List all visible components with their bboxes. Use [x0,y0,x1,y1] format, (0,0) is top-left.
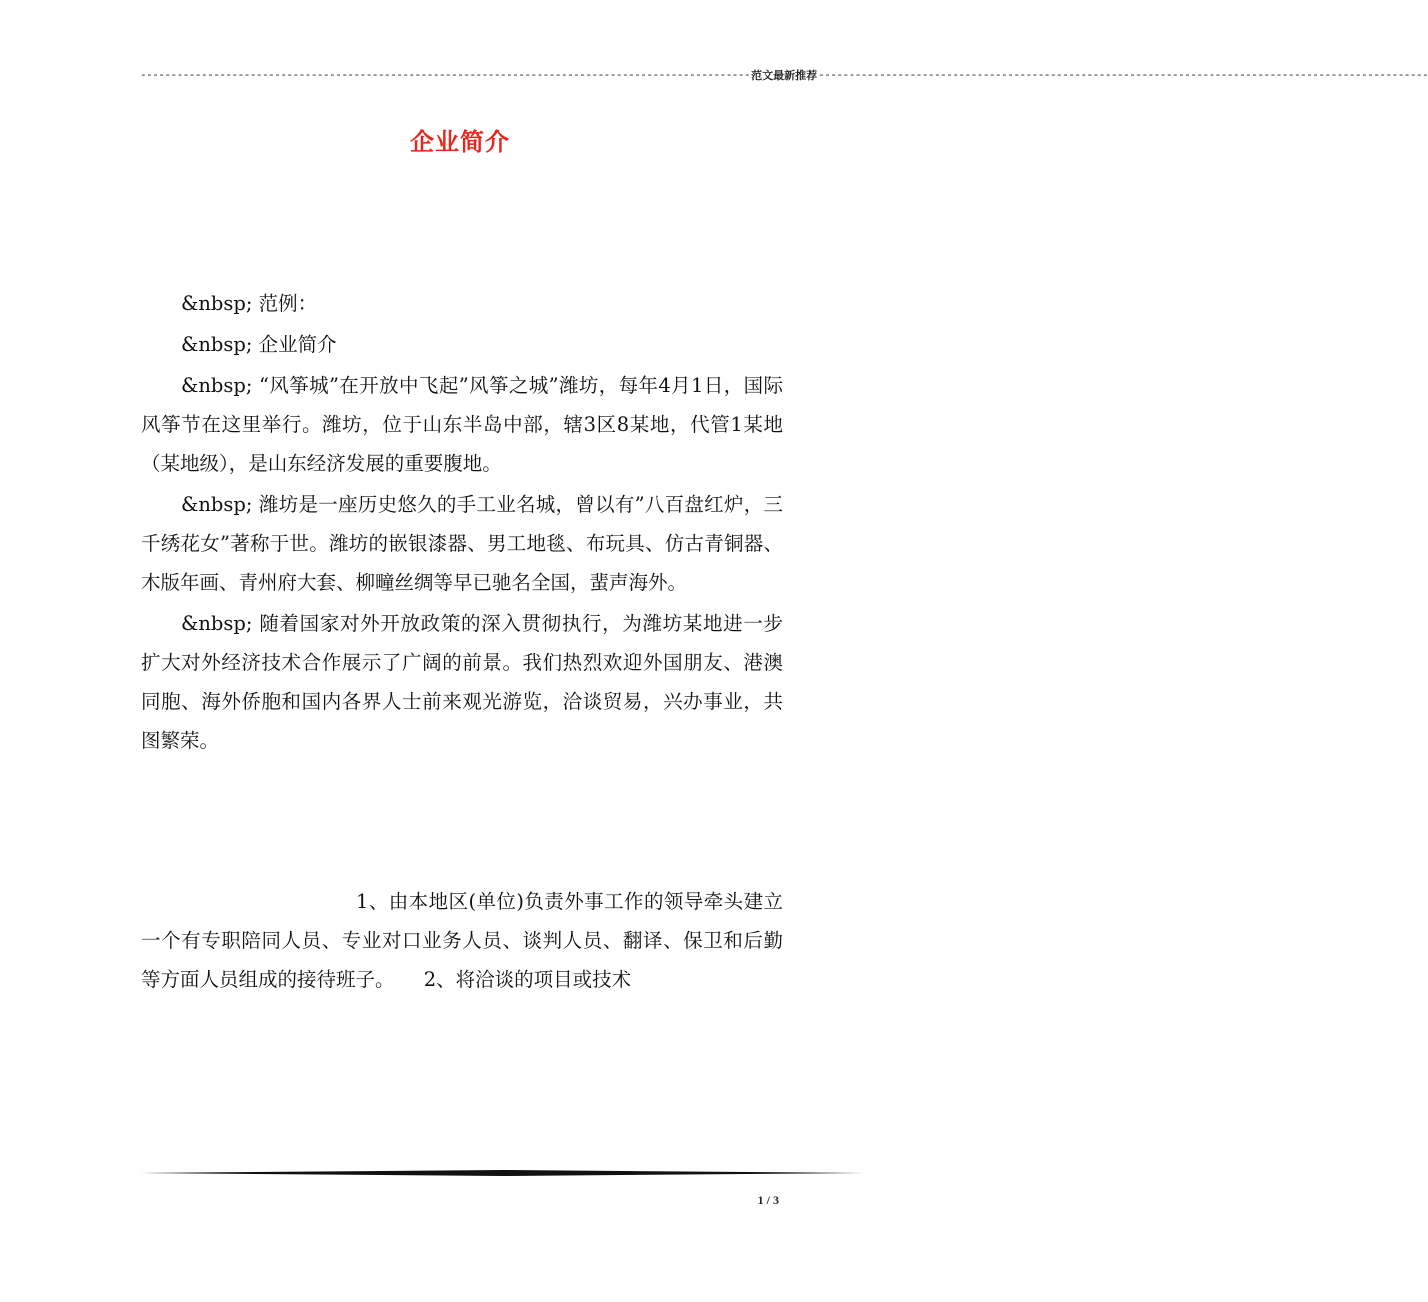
paragraph-example-label: &nbsp; 范例： [181,292,318,315]
paragraph-opening: &nbsp; 随着国家对外开放政策的深入贯彻执行，为潍坊某地进一步扩大对外经济技术合作展示了广阔的前景。我们热烈欢迎外国朋友、港澳同胞、海外侨胞和国内各界人士前来观光游览，洽谈贸易，兴办事业，共图繁荣。 [141,612,783,752]
paragraph-steps: 1、由本地区(单位)负责外事工作的领导牵头建立一个有专职陪同人员、专业对口业务人员、谈判人员、翻译、保卫和后勤等方面人员组成的接待班子。 2、将洽谈的项目或技术 [141,890,783,991]
page-number: 1 / 3 [757,1193,779,1207]
paragraph-gap [141,762,783,880]
footer-divider [140,1170,864,1176]
paragraph-subtitle: &nbsp; 企业简介 [181,333,337,356]
header-banner [140,68,1428,84]
document-body [141,284,783,1001]
header-label: 范文最新推荐 [751,69,818,82]
paragraph-history: &nbsp; 潍坊是一座历史悠久的手工业名城，曾以有”八百盘红炉，三千绣花女”著称于世。潍坊的嵌银漆器、男工地毯、布玩具、仿古青铜器、木版年画、青州府大套、柳疃丝绸等早已驰名全国，蜚声海外。 [141,493,783,594]
paragraph-intro: &nbsp; “风筝城”在开放中飞起”风筝之城”潍坊，每年4月1日，国际风筝节在这里举行。潍坊，位于山东半岛中部，辖3区8某地，代管1某地（某地级），是山东经济发展的重要腹地。 [141,374,783,475]
header-dash-left: ---------------------------------------------------------------------------------------------------- [140,70,751,82]
document-title: 企业简介 [410,127,510,156]
header-dash-right: ---------------------------------------------------------------------------------------------------- [818,70,1428,82]
